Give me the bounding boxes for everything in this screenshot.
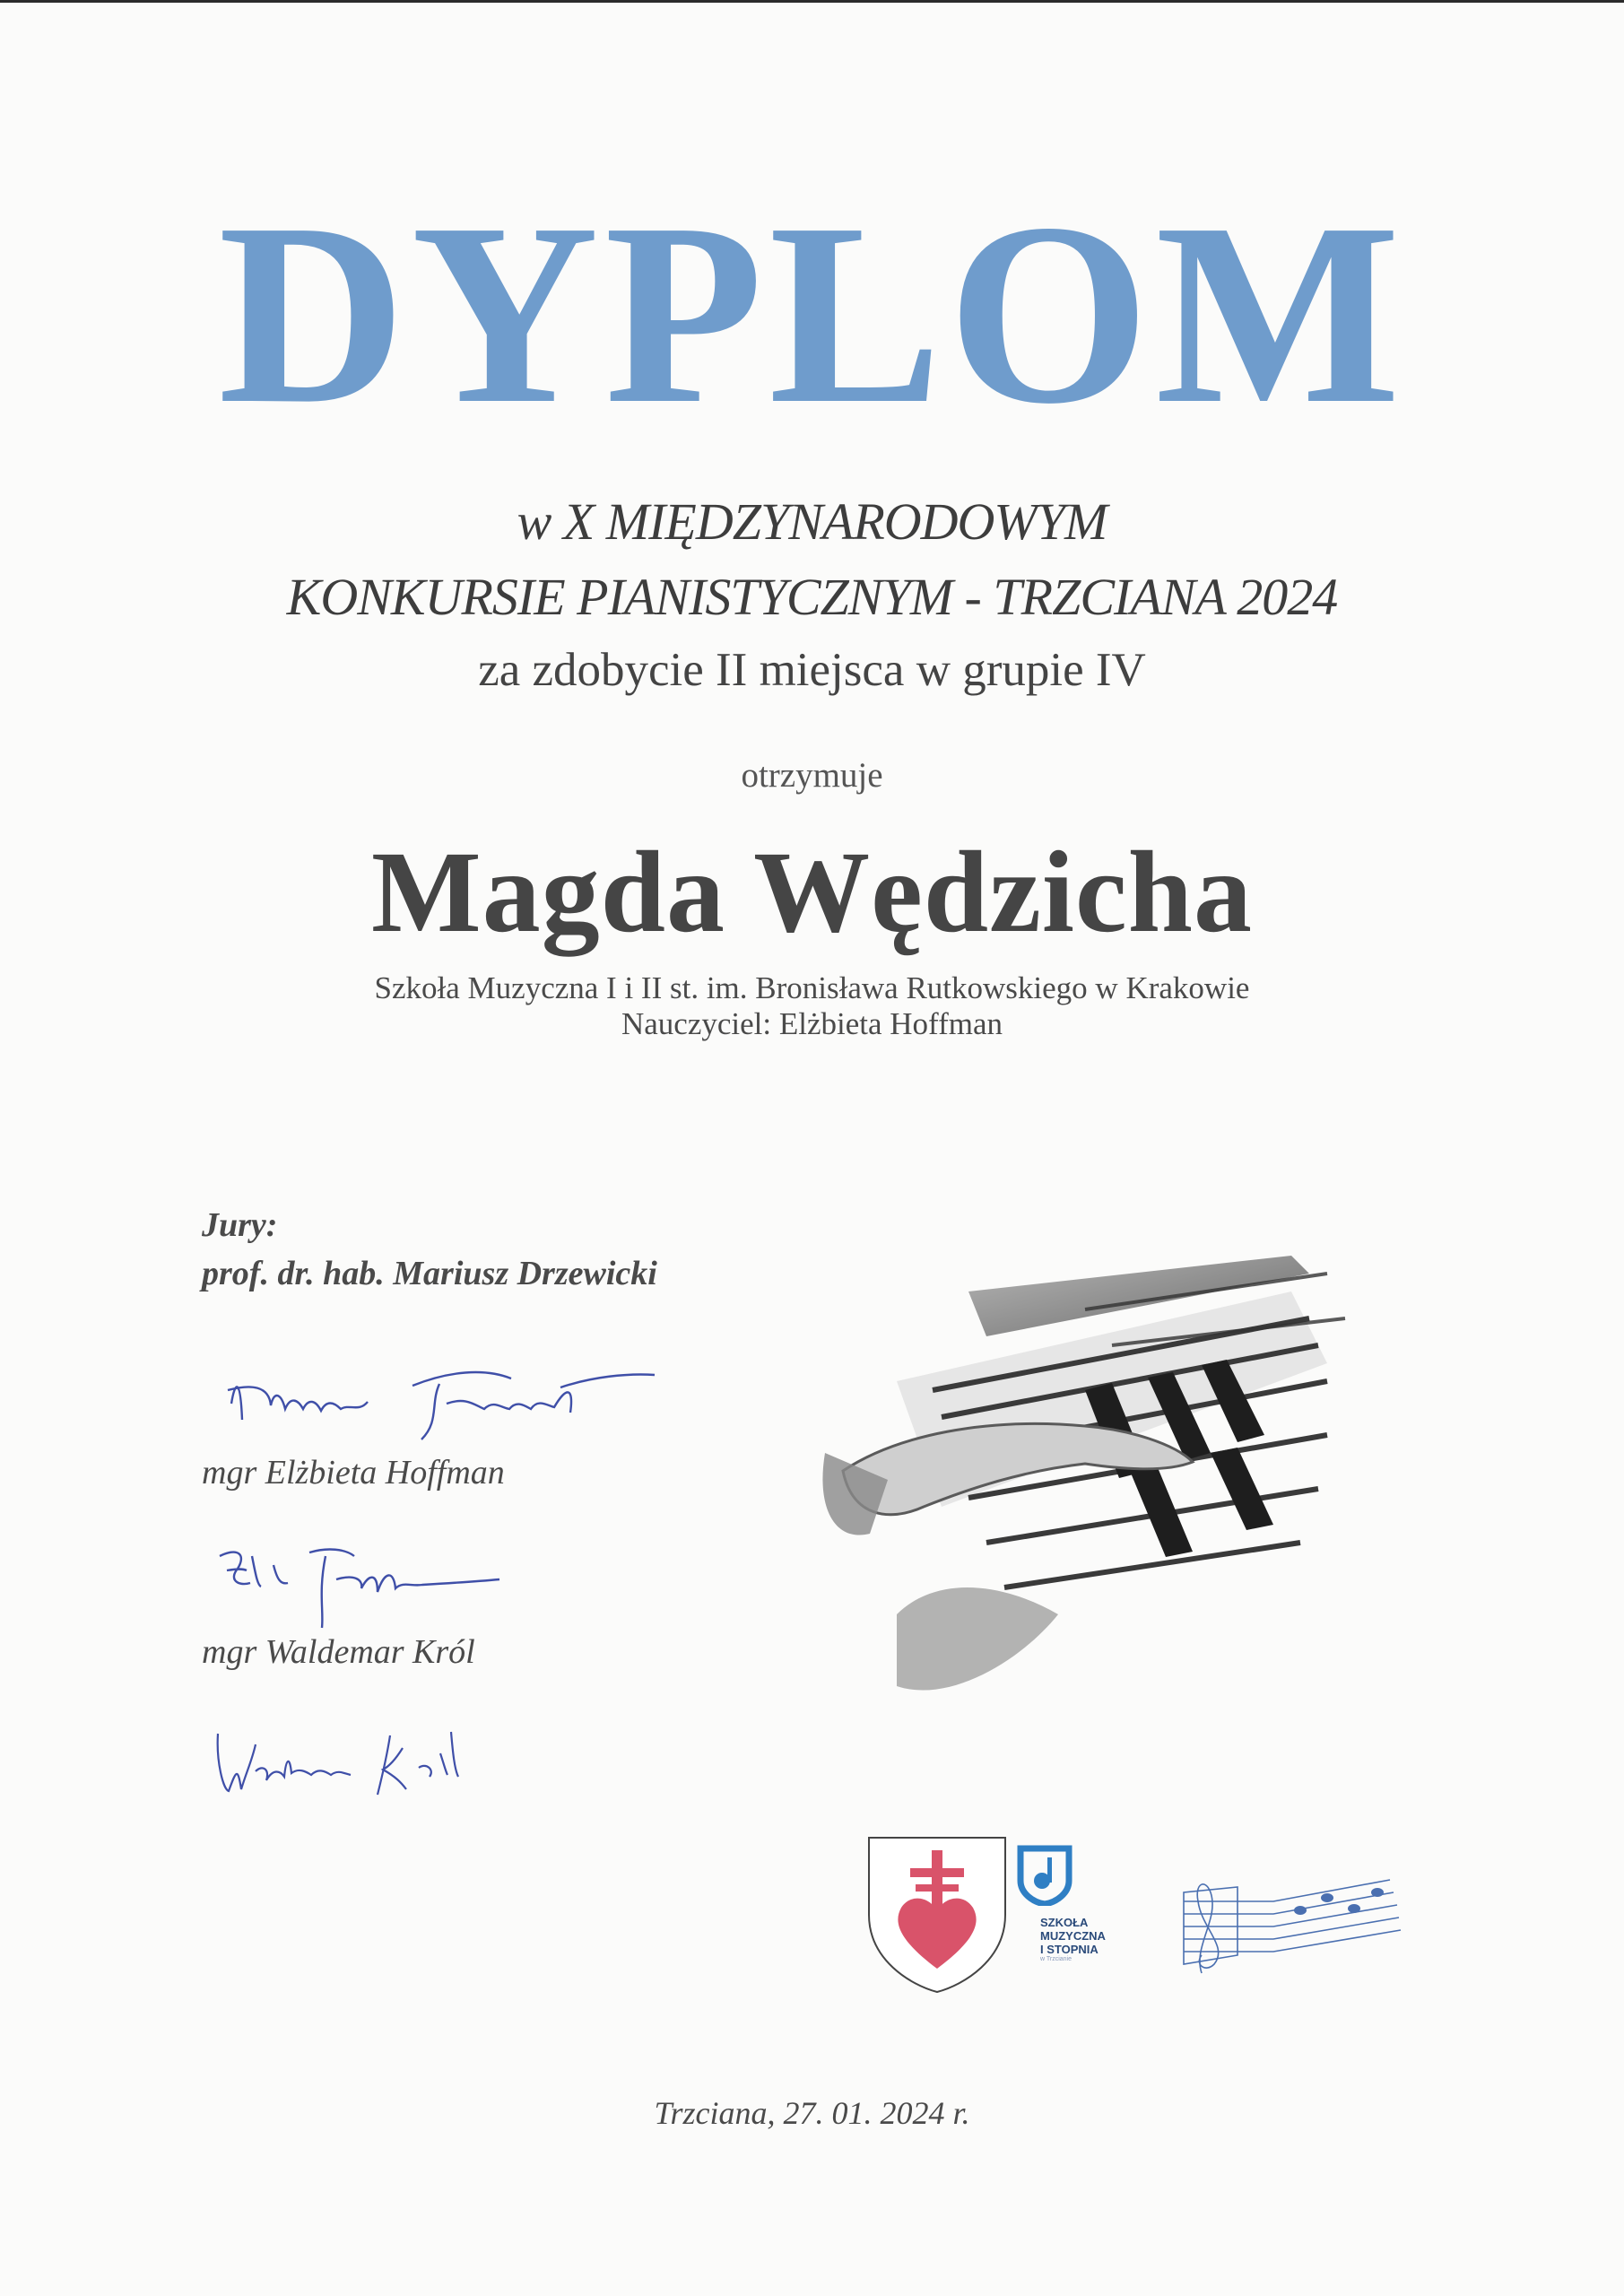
signature-drzewicki: [215, 1350, 664, 1448]
signature-krol: [211, 1718, 498, 1807]
logo-small-text: w Trzcianie: [1040, 1956, 1073, 1962]
jury-member-3: mgr Waldemar Król: [202, 1633, 475, 1671]
award-line: za zdobycie II miejsca w grupie IV: [478, 644, 1146, 696]
issue-date: Trzciana, 27. 01. 2024 r.: [654, 2095, 970, 2131]
music-notes-logo-icon: [1175, 1866, 1408, 1982]
diploma-title: DYPLOM: [218, 170, 1406, 457]
signature-hoffman: [211, 1529, 507, 1637]
jury-label: Jury:: [202, 1206, 278, 1244]
piano-hands-illustration: [789, 1238, 1363, 1722]
scan-edge: [0, 0, 1624, 3]
receives-label: otrzymuje: [741, 756, 883, 795]
logo-line-2: MUZYCZNA: [1040, 1929, 1106, 1943]
music-school-logo: [1013, 1843, 1130, 1962]
event-line-2: KONKURSIE PIANISTYCZNYM - TRZCIANA 2024: [286, 568, 1338, 626]
coat-of-arms-icon: [865, 1834, 1009, 1996]
jury-member-1: prof. dr. hab. Mariusz Drzewicki: [202, 1255, 657, 1292]
music-school-logo-icon: [1013, 1843, 1076, 1906]
jury-member-2: mgr Elżbieta Hoffman: [202, 1454, 505, 1492]
teacher-name: Nauczyciel: Elżbieta Hoffman: [621, 1006, 1003, 1041]
recipient-name: Magda Wędzicha: [371, 828, 1253, 957]
school-name: Szkoła Muzyczna I i II st. im. Bronisława Rutkowskiego w Krakowie: [374, 970, 1250, 1005]
logo-line-3: I STOPNIA: [1040, 1943, 1099, 1956]
logo-line-1: SZKOŁA: [1040, 1916, 1089, 1929]
event-line-1: w X MIĘDZYNARODOWYM: [517, 492, 1107, 551]
music-school-logo-text: [1040, 1916, 1130, 1956]
